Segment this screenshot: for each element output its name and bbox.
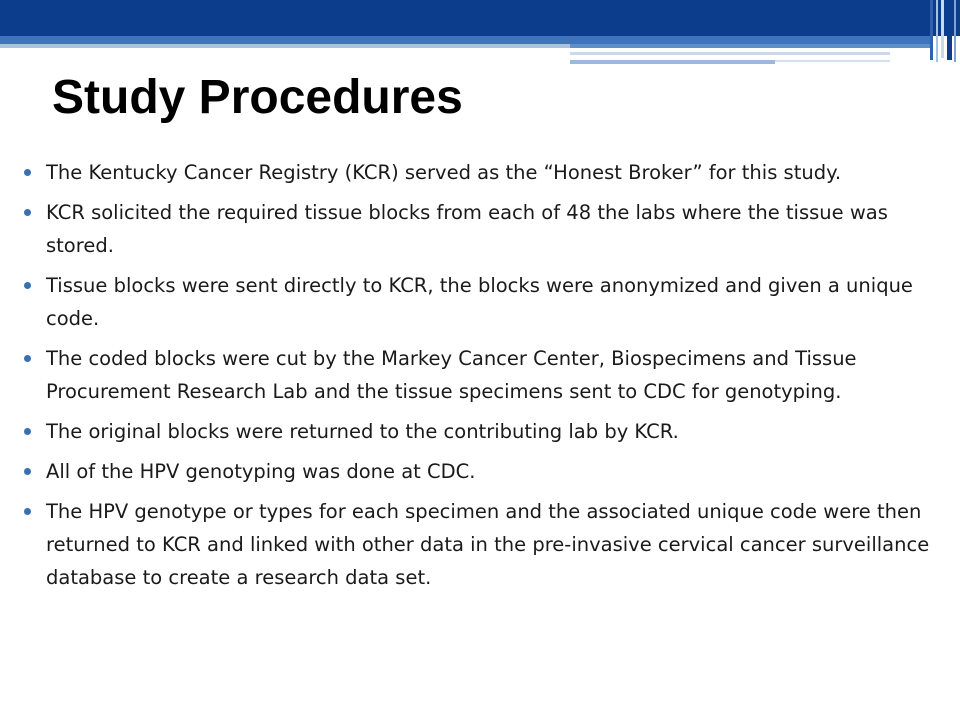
- bullet-item: [20, 196, 948, 262]
- bullet-dot-icon: [24, 169, 31, 176]
- bullet-dot-icon: [24, 468, 31, 475]
- bullet-item: [20, 269, 948, 335]
- bullet-item: [20, 342, 948, 408]
- header-banner: [0, 0, 960, 70]
- bullet-dot-icon: [24, 282, 31, 289]
- bullet-item: [20, 495, 948, 594]
- bullet-text: KCR solicited the required tissue blocks from each of 48 the labs where the tissue was stored.: [46, 201, 888, 257]
- slide-title: Study Procedures: [52, 71, 463, 124]
- bullet-dot-icon: [24, 428, 31, 435]
- bullet-text: All of the HPV genotyping was done at CDC.: [46, 460, 476, 483]
- bullet-dot-icon: [24, 355, 31, 362]
- bullet-text: The original blocks were returned to the contributing lab by KCR.: [46, 420, 679, 443]
- bullet-item: [20, 415, 948, 448]
- bullet-dot-icon: [24, 508, 31, 515]
- bullet-text: The HPV genotype or types for each specimen and the associated unique code were then returned to KCR and linked with other data in the pre-invasive cervical cancer surveillance database to create a research data set.: [46, 500, 930, 589]
- bullet-text: Tissue blocks were sent directly to KCR, the blocks were anonymized and given a unique code.: [46, 274, 913, 330]
- bullet-text: The coded blocks were cut by the Markey Cancer Center, Biospecimens and Tissue Procurement Research Lab and the tissue specimens sent to CDC for genotyping.: [46, 347, 857, 403]
- bullet-dot-icon: [24, 209, 31, 216]
- bullet-text: The Kentucky Cancer Registry (KCR) served as the “Honest Broker” for this study.: [46, 161, 842, 184]
- bullet-item: [20, 156, 948, 189]
- bullet-list: [20, 156, 948, 601]
- bullet-item: [20, 455, 948, 488]
